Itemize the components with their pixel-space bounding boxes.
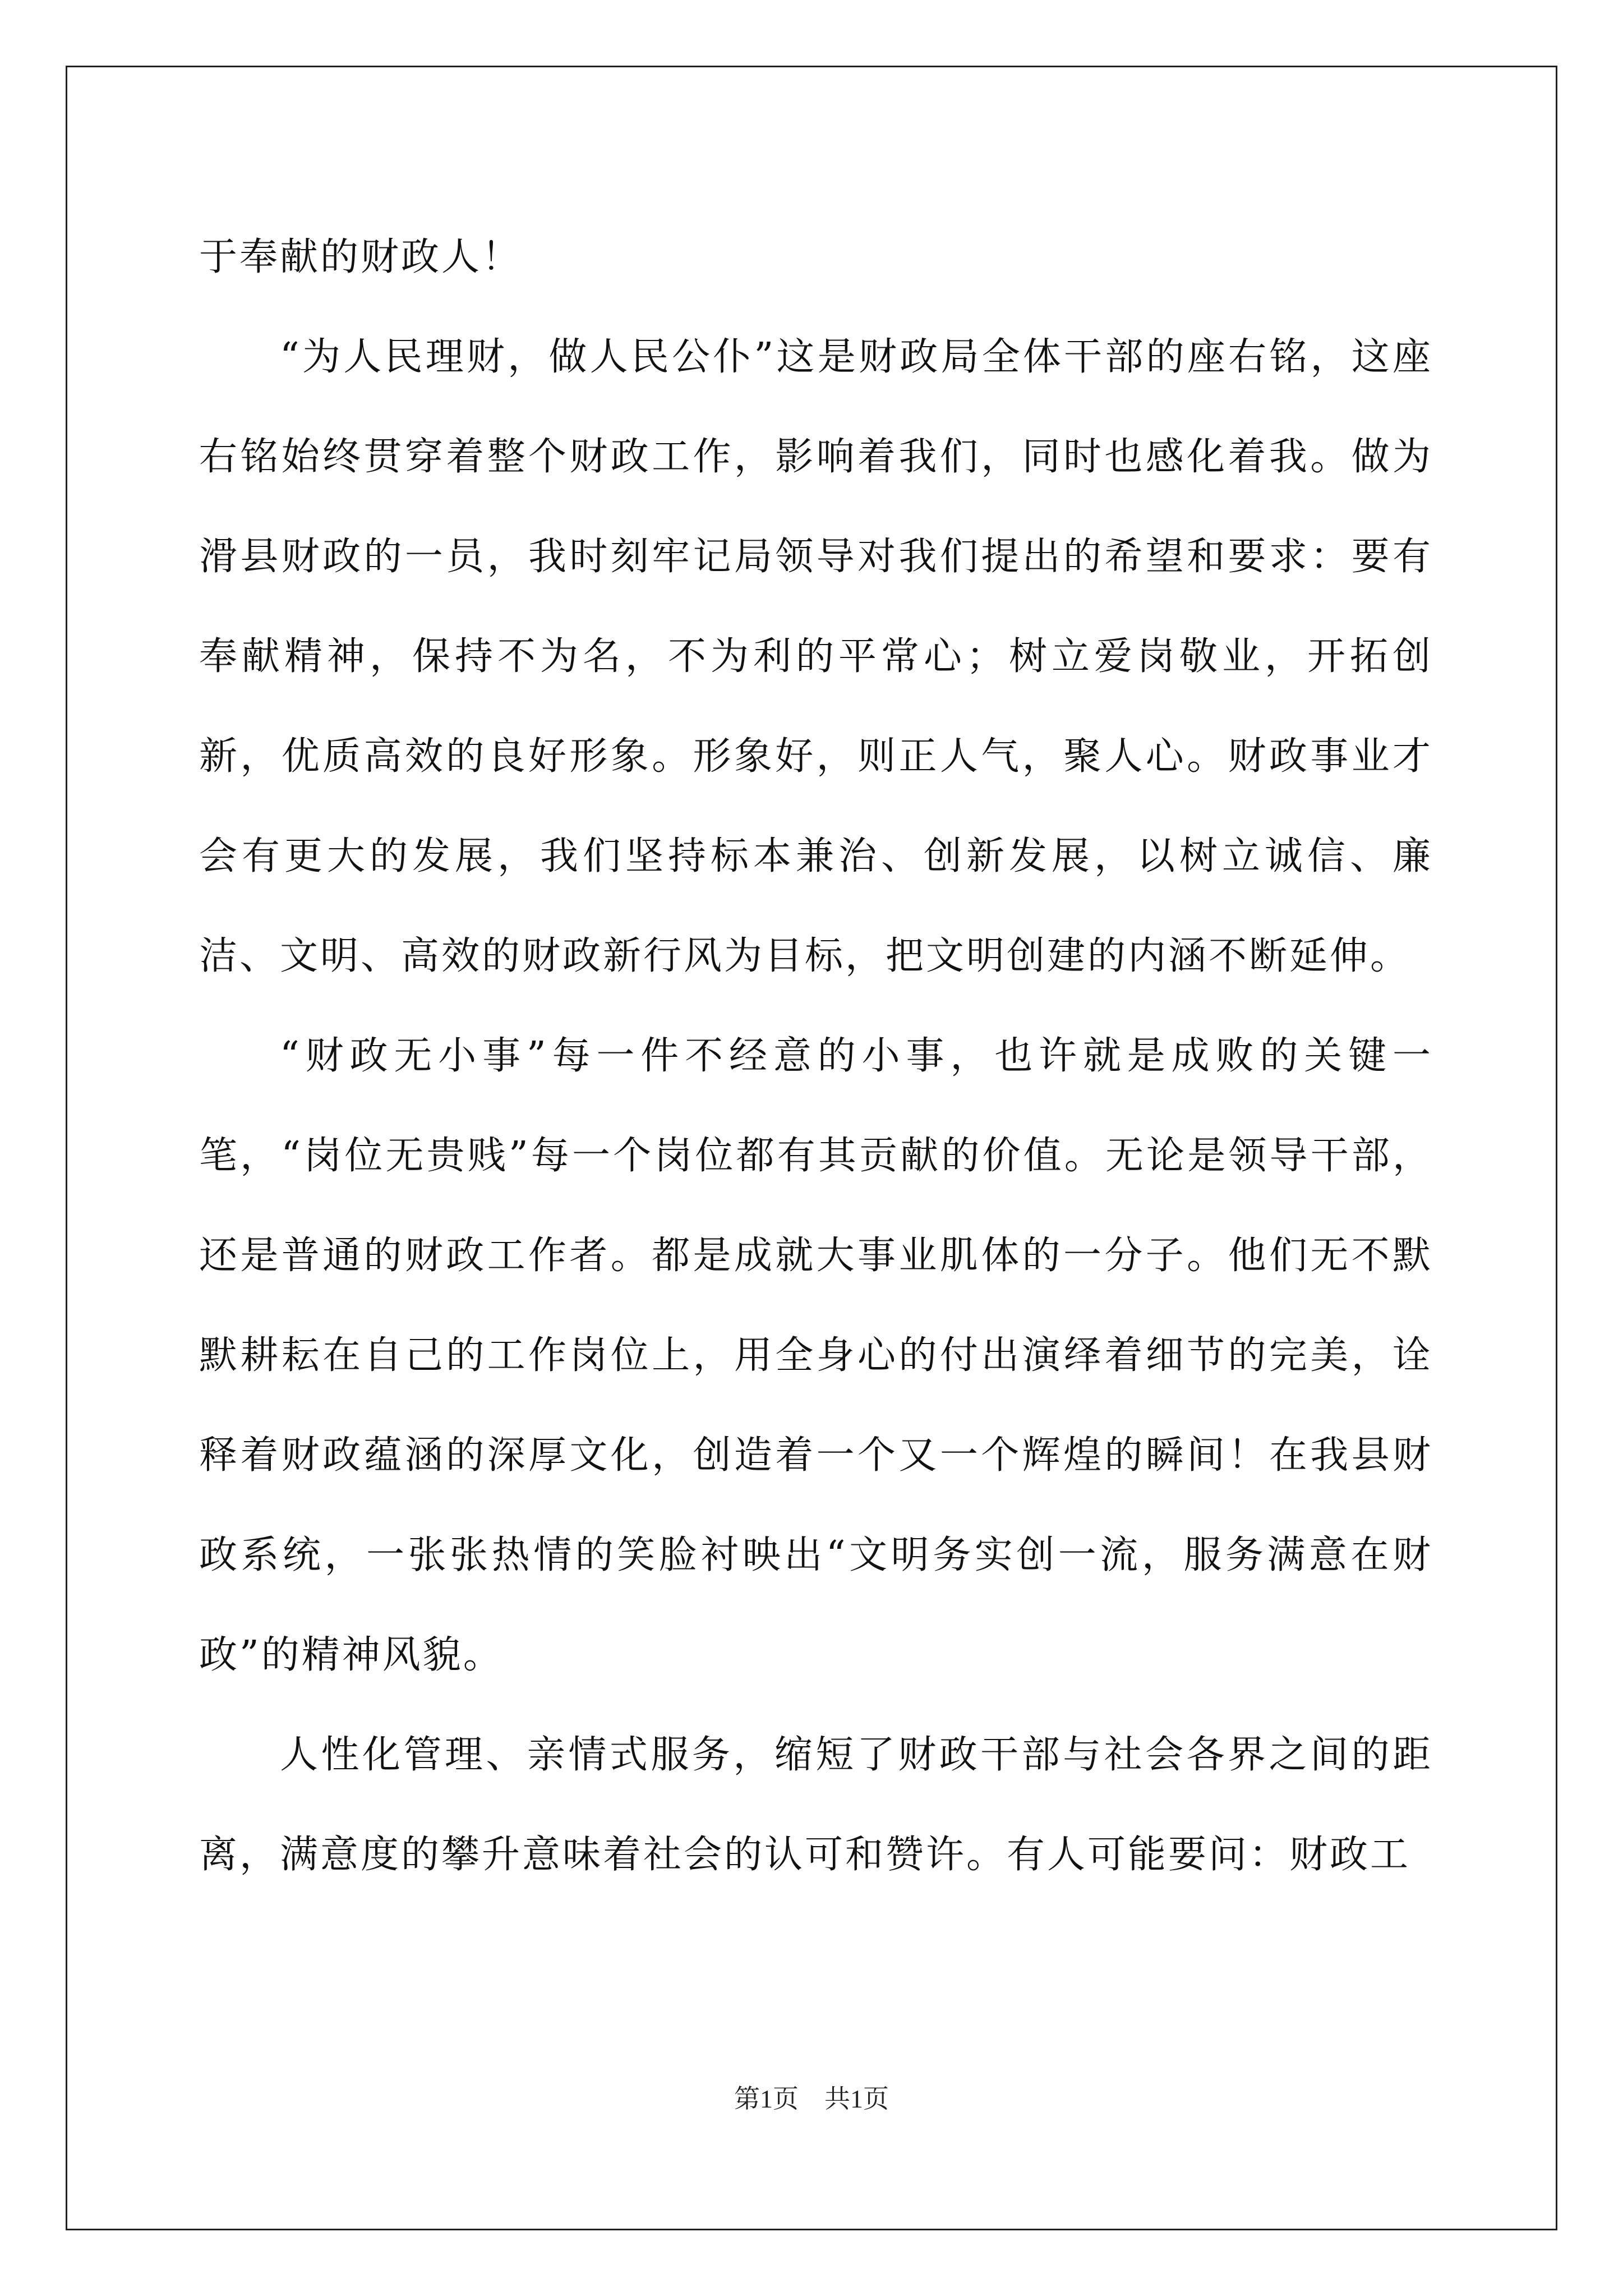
document-body: [199, 208, 1433, 1905]
paragraph-3: “财政无小事”每一件不经意的小事，也许就是成败的关键一笔，“岗位无贵贱”每一个岗位都有其贡献的价值。无论是领导干部，还是普通的财政工作者。都是成就大事业肌体的一分子。他们无不默默耕耘在自己的工作岗位上，用全身心的付出演绎着细节的完美，诠释着财政蕴涵的深厚文化，创造着一个又一个辉煌的瞬间！在我县财政系统，一张张热情的笑脸衬映出“文明务实创一流，服务满意在财政”的精神风貌。: [199, 1034, 1433, 1677]
paragraph-2: “为人民理财，做人民公仆”这是财政局全体干部的座右铭，这座右铭始终贯穿着整个财政工作，影响着我们，同时也感化着我。做为滑县财政的一员，我时刻牢记局领导对我们提出的希望和要求：要有奉献精神，保持不为名，不为利的平常心；树立爱岗敬业，开拓创新，优质高效的良好形象。形象好，则正人气，聚人心。财政事业才会有更大的发展，我们坚持标本兼治、创新发展，以树立诚信、廉洁、文明、高效的财政新行风为目标，把文明创建的内涵不断延伸。: [199, 335, 1433, 978]
paragraph-1: 于奉献的财政人！: [199, 235, 523, 279]
page-footer: 第1页 共1页: [734, 2085, 889, 2113]
paragraph-4: 人性化管理、亲情式服务，缩短了财政干部与社会各界之间的距离，满意度的攀升意味着社会的认可和赞许。有人可能要问：财政工: [199, 1733, 1433, 1877]
